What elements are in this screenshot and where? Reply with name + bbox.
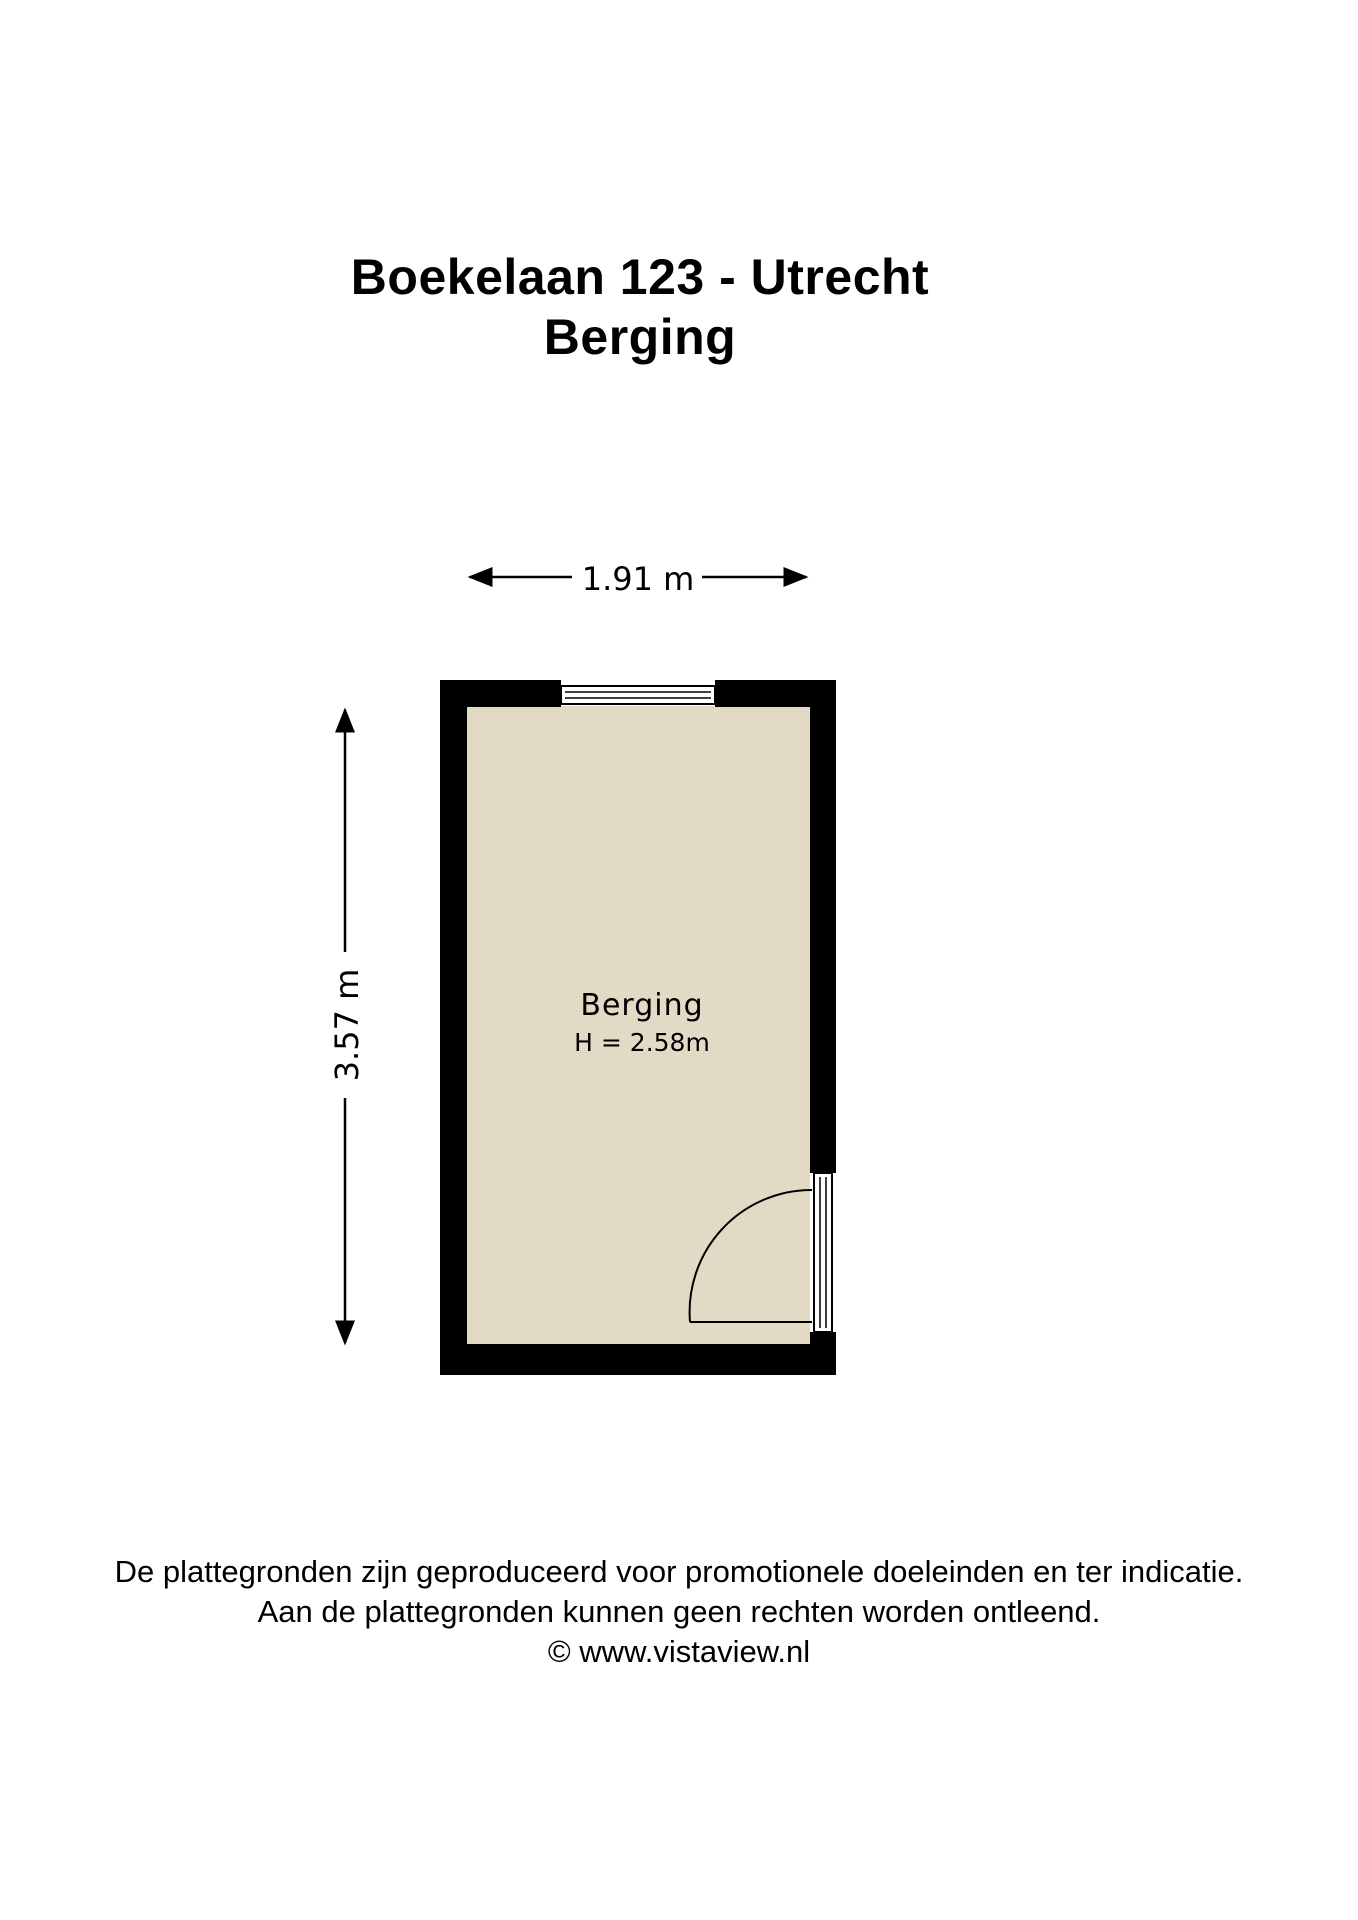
door-frame xyxy=(814,1173,832,1332)
wall-right-lower xyxy=(810,1332,836,1375)
plan-title: Boekelaan 123 - Utrecht xyxy=(350,249,930,305)
width-dimension xyxy=(470,560,806,598)
plan-subtitle: Berging xyxy=(543,309,737,365)
height-dimension-label: 3.57 m xyxy=(328,968,366,1082)
window-frame xyxy=(561,686,715,704)
height-dimension xyxy=(328,710,366,1343)
window xyxy=(561,686,715,704)
disclaimer-line-2: Aan de plattegronden kunnen geen rechten worden ontleend. xyxy=(257,1594,1101,1629)
copyright-line: © www.vistaview.nl xyxy=(547,1634,811,1669)
wall-bottom xyxy=(440,1344,836,1375)
room-floor xyxy=(466,706,810,1344)
room-height: H = 2.58m xyxy=(574,1028,710,1057)
width-dimension-label: 1.91 m xyxy=(581,560,695,598)
wall-left xyxy=(440,680,467,1375)
disclaimer-line-1: De plattegronden zijn geproduceerd voor promotionele doeleinden en ter indicatie. xyxy=(114,1554,1244,1589)
room-name: Berging xyxy=(580,988,704,1023)
wall-right-upper xyxy=(810,680,836,1173)
